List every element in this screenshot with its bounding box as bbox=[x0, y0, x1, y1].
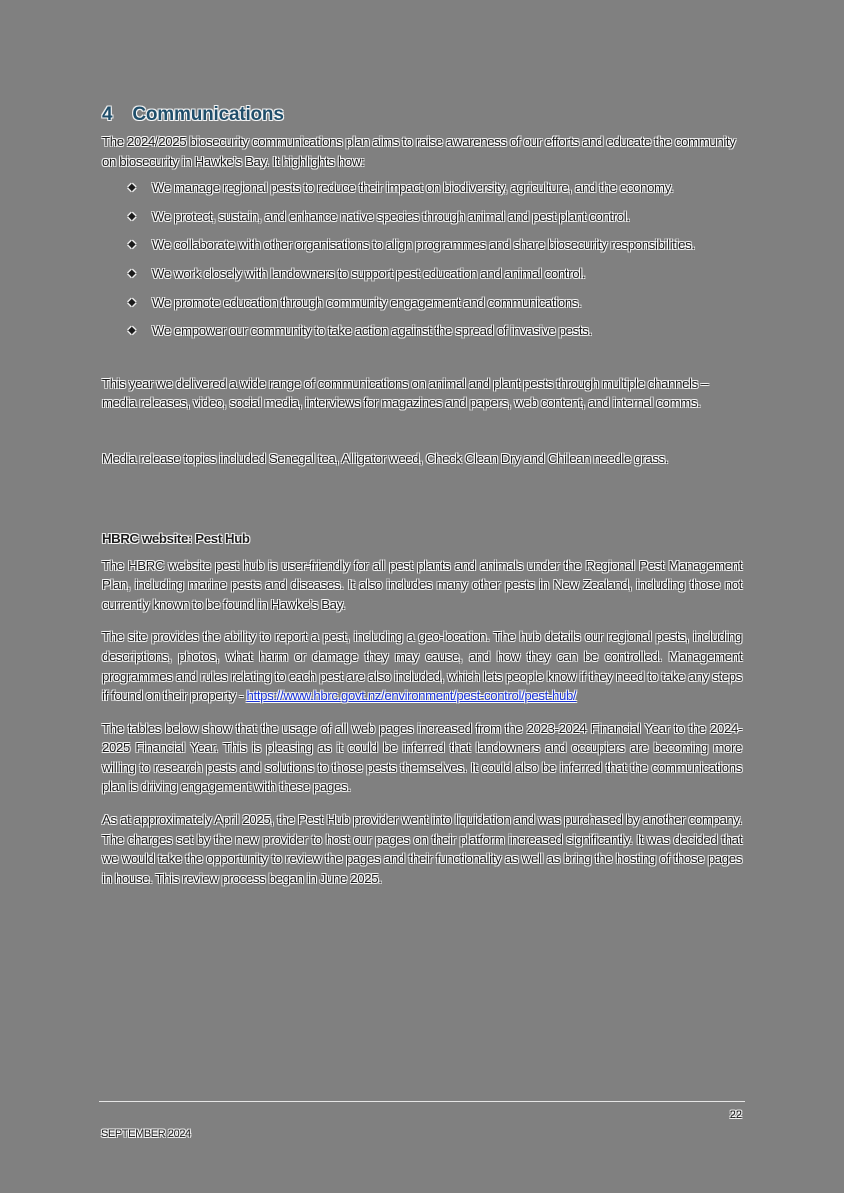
bullet-icon: ◆ bbox=[128, 325, 136, 337]
bullet-icon: ◆ bbox=[128, 296, 136, 308]
pest-hub-link[interactable]: https://www.hbrc.govt.nz/environment/pest-control/pest-hub/ bbox=[246, 688, 577, 704]
section-number: 4 bbox=[102, 104, 113, 125]
footer-date: SEPTEMBER 2024 bbox=[101, 1128, 191, 1140]
list-item bbox=[102, 321, 742, 341]
pest-hub-paragraph-1: The HBRC website pest hub is user-friendly for all pest plants and animals under the Regional Pest Management Plan, including marine pests and diseases. It also includes many other pests in New Zealand, including those not currently known to be found in Hawke’s Bay. bbox=[102, 557, 742, 612]
list-item bbox=[102, 207, 742, 227]
channels-paragraph: This year we delivered a wide range of communications on animal and plant pests through multiple channels – media releases, video, social media, interviews for magazines and papers, web content, and internal comms. bbox=[102, 375, 709, 411]
page-number: 22 bbox=[729, 1109, 742, 1121]
pest-hub-paragraph-2-text: The site provides the ability to report a pest, including a geo-location. The hub details our regional pests, including descriptions, photos, what harm or damage they may cause, and how they can be controlled. Management programmes and rules relating to each pest are also included, which lets people know if they need to take any steps if found on their property - bbox=[102, 629, 742, 704]
list-item-text: We promote education through community engagement and communications. bbox=[152, 294, 582, 310]
list-item bbox=[102, 293, 742, 313]
usage-paragraph: The tables below show that the usage of all web pages increased from the 2023-2024 Financial Year to the 2024-2025 Financial Year. This is pleasing as it could be inferred that landowners and occupiers are becoming more willing to research pests and solutions to those pests themselves. It could also be inferred that the communications plan is driving engagement with these pages. bbox=[102, 720, 742, 795]
list-item-text: We work closely with landowners to support pest education and animal control. bbox=[152, 265, 586, 281]
section-title: Communications bbox=[132, 104, 284, 125]
intro-paragraph: The 2024/2025 biosecurity communications plan aims to raise awareness of our efforts and educate the community on biosecurity in Hawke’s Bay. It highlights how: bbox=[102, 134, 736, 169]
list-item-text: We collaborate with other organisations to align programmes and share biosecurity responsibilities. bbox=[152, 237, 695, 253]
bullet-icon: ◆ bbox=[128, 239, 136, 251]
list-item-text: We protect, sustain, and enhance native species through animal and pest plant control. bbox=[152, 208, 630, 224]
highlights-list bbox=[102, 178, 742, 341]
list-item-text: We empower our community to take action against the spread of invasive pests. bbox=[152, 323, 592, 339]
list-item bbox=[102, 235, 742, 255]
pest-hub-heading: HBRC website: Pest Hub bbox=[102, 530, 250, 546]
footer-divider bbox=[99, 1101, 745, 1102]
bullet-icon: ◆ bbox=[128, 182, 136, 194]
media-release-paragraph: Media release topics included Senegal tea, Alligator weed, Check Clean Dry and Chilean needle grass. bbox=[102, 450, 669, 466]
document-page bbox=[102, 104, 742, 888]
bullet-icon: ◆ bbox=[128, 210, 136, 222]
bullet-icon: ◆ bbox=[128, 267, 136, 279]
list-item-text: We manage regional pests to reduce their impact on biodiversity, agriculture, and the economy. bbox=[152, 180, 674, 196]
section-heading bbox=[102, 104, 742, 126]
list-item bbox=[102, 264, 742, 284]
provider-paragraph: As at approximately April 2025, the Pest Hub provider went into liquidation and was purchased by another company. The charges set by the new provider to host our pages on their platform increased significantly. It was decided that we would take the opportunity to review the pages and their functionality as well as bring the hosting of those pages in house. This review process began in June 2025. bbox=[102, 812, 742, 886]
pest-hub-paragraph-2 bbox=[102, 627, 742, 705]
list-item bbox=[102, 178, 742, 198]
